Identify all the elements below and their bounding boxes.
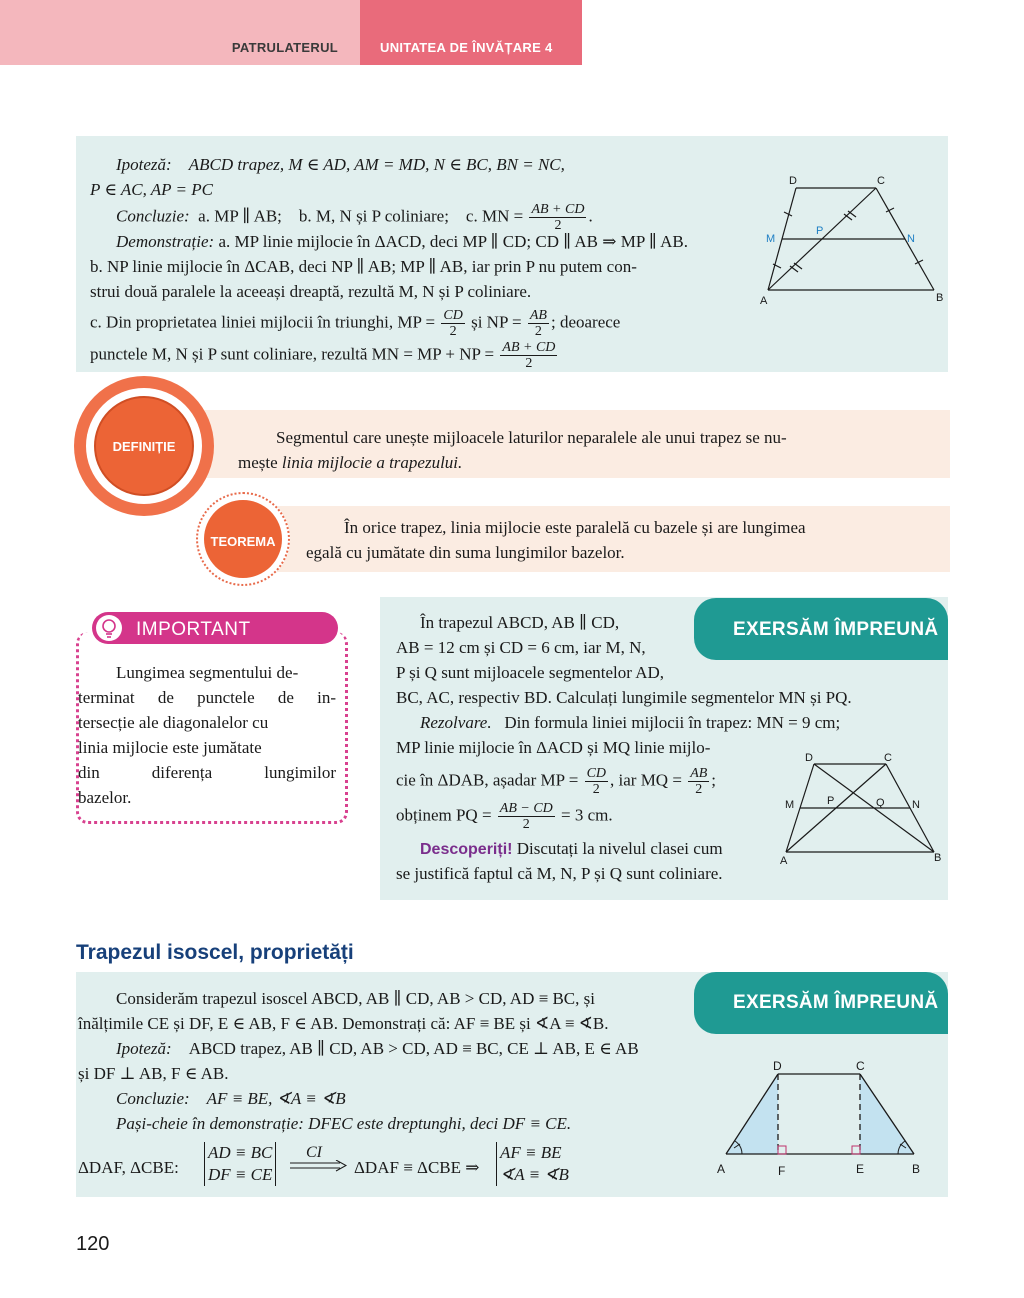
definition-label: DEFINIȚIE bbox=[112, 439, 176, 454]
ex2-hypothesis-2: și DF ⊥ AB, F ∈ AB. bbox=[78, 1064, 229, 1083]
conclusion-line: Concluzie: a. MP ∥ AB; b. M, N și P coliniare; c. MN = $\frac{AB + CD}{2}$ . bbox=[116, 202, 593, 233]
svg-text:B: B bbox=[934, 852, 942, 864]
ex2-conclusion: Concluzie: AF ≡ BE, ∢A ≡ ∢B bbox=[116, 1089, 346, 1108]
svg-text:P: P bbox=[816, 225, 824, 237]
svg-text:A: A bbox=[717, 1162, 726, 1176]
demonstration-b1: b. NP linie mijlocie în ΔCAB, deci NP ∥ AB; MP ∥ AB, iar prin P nu putem con- bbox=[90, 257, 637, 276]
chapter-title: PATRULATERUL bbox=[231, 40, 338, 55]
svg-text:D: D bbox=[773, 1059, 782, 1073]
svg-text:P: P bbox=[827, 795, 835, 807]
ex2-triangles: ΔDAF, ΔCBE: bbox=[78, 1158, 179, 1177]
ex1-line-1: În trapezul ABCD, AB ∥ CD, bbox=[420, 613, 620, 632]
definition-text-2: mește linia mijlocie a trapezului. bbox=[238, 453, 463, 472]
header-left-band bbox=[0, 0, 360, 65]
svg-text:C: C bbox=[856, 1059, 865, 1073]
svg-text:A: A bbox=[760, 295, 768, 307]
ex1-line-2: AB = 12 cm și CD = 6 cm, iar M, N, bbox=[396, 638, 646, 657]
definition-text-1: Segmentul care unește mijloacele laturilor neparalele ale unui trapez se nu- bbox=[276, 428, 787, 447]
demonstration-c2: punctele M, N și P sunt coliniare, rezultă MN = MP + NP = $\frac{AB + CD}{2}$ bbox=[90, 340, 556, 371]
trapezoid-figure-2 bbox=[776, 748, 946, 870]
demonstration-c1: c. Din proprietatea liniei mijlocii în triunghi, MP = $\frac{CD}{2}$ și NP = $\frac{AB}{2}$ ; deoarece bbox=[90, 308, 621, 339]
ex2-line-2: înălțimile CE și DF, E ∈ AB, F ∈ AB. Demonstrați că: AF ≡ BE și ∢A ≡ ∢B. bbox=[78, 1014, 609, 1033]
ex2-system-1: AD ≡ BC DF ≡ CE bbox=[204, 1142, 276, 1186]
svg-text:N: N bbox=[907, 233, 915, 245]
important-line-1: Lungimea segmentului de- bbox=[116, 663, 299, 682]
svg-text:F: F bbox=[778, 1164, 786, 1178]
section-title: Trapezul isoscel, proprietăți bbox=[76, 941, 354, 964]
svg-text:B: B bbox=[936, 292, 944, 304]
header-right-band bbox=[360, 0, 582, 65]
svg-text:A: A bbox=[780, 855, 788, 867]
implies-arrow-icon bbox=[290, 1160, 348, 1172]
ex1-line-7: cie în ΔDAB, așadar MP = $\frac{CD}{2}$ , iar MQ = $\frac{AB}{2}$ ; bbox=[396, 766, 717, 797]
ex1-line-3: P și Q sunt mijloacele segmentelor AD, bbox=[396, 663, 665, 682]
svg-text:C: C bbox=[877, 175, 885, 187]
demonstration-a: Demonstrație: a. MP linie mijlocie în ΔACD, deci MP ∥ CD; CD ∥ AB ⇒ MP ∥ AB. bbox=[116, 232, 688, 251]
fraction: $\frac{AB + CD}{2}$ bbox=[531, 202, 585, 233]
ex2-arrow-label: CI bbox=[306, 1144, 322, 1161]
ex2-key-steps: Pași-cheie în demonstrație: DFEC este dreptunghi, deci DF ≡ CE. bbox=[116, 1114, 572, 1133]
important-line-6: bazelor. bbox=[78, 788, 132, 807]
svg-text:B: B bbox=[912, 1162, 921, 1176]
svg-text:D: D bbox=[789, 175, 797, 187]
hypothesis-line: Ipoteză: ABCD trapez, M ∈ AD, AM = MD, N ∈ BC, BN = NC, bbox=[116, 155, 565, 174]
svg-text:D: D bbox=[805, 752, 813, 764]
important-line-5: din diferența lungimilor bbox=[78, 763, 336, 782]
ex1-line-8: obținem PQ = $\frac{AB - CD}{2}$ = 3 cm. bbox=[396, 801, 613, 832]
ex1-line-6: MP linie mijlocie în ΔACD și MQ linie mijlo- bbox=[396, 738, 711, 757]
theorem-text-2: egală cu jumătate din suma lungimilor bazelor. bbox=[306, 543, 625, 562]
important-line-3: tersecție ale diagonalelor cu bbox=[78, 713, 269, 732]
svg-text:E: E bbox=[856, 1162, 865, 1176]
important-line-2: terminat de punctele de in- bbox=[78, 688, 336, 707]
demonstration-b2: strui două paralele la aceeași dreaptă, rezultă M, N și P coliniare. bbox=[90, 282, 532, 301]
ex1-line-10: se justifică faptul că M, N, P și Q sunt coliniare. bbox=[396, 864, 723, 883]
important-line-4: linia mijlocie este jumătate bbox=[78, 738, 262, 757]
theorem-text-1: În orice trapez, linia mijlocie este paralelă cu bazele și are lungimea bbox=[344, 518, 806, 537]
svg-text:N: N bbox=[912, 799, 920, 811]
exercise-tab-2-label: EXERSĂM ÎMPREUNĂ bbox=[733, 992, 939, 1013]
svg-text:Q: Q bbox=[876, 797, 885, 809]
exercise-tab-1-label: EXERSĂM ÎMPREUNĂ bbox=[733, 619, 939, 640]
ex2-line-1: Considerăm trapezul isoscel ABCD, AB ∥ CD, AB > CD, AD ≡ BC, și bbox=[116, 989, 595, 1008]
ex2-hypothesis: Ipoteză: ABCD trapez, AB ∥ CD, AB > CD, AD ≡ BC, CE ⊥ AB, E ∈ AB bbox=[116, 1039, 639, 1058]
ex2-triangle-congruence: ΔDAF ≡ ΔCBE ⇒ bbox=[354, 1158, 480, 1177]
svg-text:M: M bbox=[785, 799, 795, 811]
important-title: IMPORTANT bbox=[136, 619, 251, 640]
trapezoid-figure-1 bbox=[756, 170, 946, 310]
ex2-system-2: AF ≡ BE ∢A ≡ ∢B bbox=[496, 1142, 572, 1186]
lightbulb-icon bbox=[96, 615, 122, 641]
theorem-label: TEOREMA bbox=[210, 534, 276, 549]
svg-text:M: M bbox=[766, 233, 776, 245]
page-number: 120 bbox=[76, 1233, 110, 1255]
isosceles-trapezoid-figure bbox=[712, 1058, 932, 1180]
ex1-line-5: Rezolvare. Din formula liniei mijlocii în trapez: MN = 9 cm; bbox=[420, 713, 841, 732]
ex1-line-9: Descoperiți! Discutați la nivelul clasei cum bbox=[420, 839, 723, 858]
unit-title: UNITATEA DE ÎNVĂȚARE 4 bbox=[380, 40, 553, 55]
ex1-line-4: BC, AC, respectiv BD. Calculați lungimile segmentelor MN și PQ. bbox=[396, 688, 852, 707]
svg-text:C: C bbox=[884, 752, 892, 764]
hypothesis-line-2: P ∈ AC, AP = PC bbox=[90, 180, 213, 199]
